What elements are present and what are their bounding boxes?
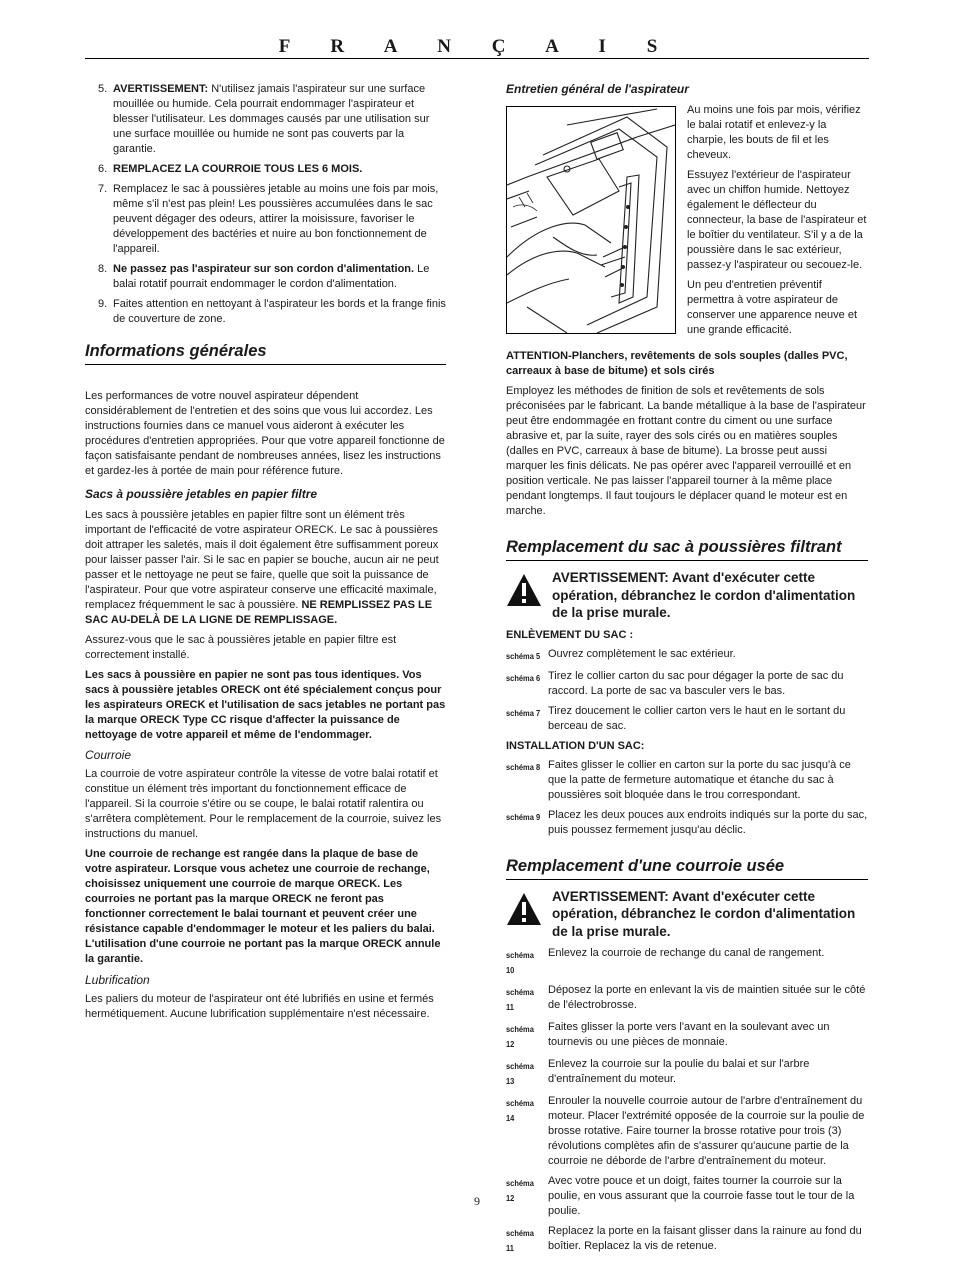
header-rule <box>85 58 869 59</box>
belt-paragraph-2: Une courroie de rechange est rangée dans la plaque de base de votre aspirateur. Lorsque vous achetez une courroie de rechange, choisissez uniquement une courroie de marque ORECK. Les courroies ne portant pas la marque ORECK ne feront pas fonctionner correctement le balai tournant et peuvent créer une résistance capable d'endommager le moteur et les paliers du balai. L'utilisation d'une courroie ne portant pas la marque ORECK annule la garantie. <box>85 848 441 965</box>
bags-paragraph-1: Les sacs à poussière jetables en papier filtre sont un élément très important de l'efficacité de votre aspirateur ORECK. Le sac à poussières doit attraper les saletés, mais il doit également être suffisamment poreux pour laisser passer l'air. Si le sac en papier se bouche, aucun air ne peut passer et le nettoyage ne peut se faire, quelle que soit la puissance de l'aspirateur. Pour que votre aspirateur conserve une efficacité maximale, remplacez fréquemment le sac à poussière. NE REMPLISSEZ PAS LE SAC AU-DELÀ DE LA LIGNE DE REMPLISSAGE. <box>85 509 439 626</box>
list-item: schéma 10 Enlevez la courroie de rechange du canal de rangement. <box>506 947 825 975</box>
info-section-title: Informations générales <box>85 341 446 365</box>
warning-triangle-icon <box>506 892 542 931</box>
install-heading: INSTALLATION D'UN SAC: <box>506 739 645 752</box>
bags-paragraph-2: Assurez-vous que le sac à poussières jetable en papier filtre est correctement installé. <box>85 634 397 661</box>
info-intro: Les performances de votre nouvel aspirateur dépendent considérablement de l'entretien et des soins que vous lui accordez. Les instructions fournies dans ce manuel vous aideront à exécuter les procédures d'entretien appropriées. Pour que votre appareil fonctionne de façon satisfaisante pendant de nombreuses années, lisez les instructions et gardez-les à portée de main pour référence future. <box>85 390 445 477</box>
bags-paragraph-3: Les sacs à poussière en papier ne sont pas tous identiques. Vos sacs à poussière jetables ORECK ont été spécialement conçus pour les aspirateurs ORECK et l'utilisation de sacs jetables ne portant pas la marque ORECK Type CC risque d'affecter la puissance de nettoyage de votre appareil et même de l'endommager. <box>85 669 446 741</box>
list-item: schéma 5 Ouvrez complètement le sac extérieur. <box>506 647 736 661</box>
list-item: schéma 11 Replacez la porte en la faisant glisser dans la rainure au fond du boîtier. Replacez la vis de retenue. <box>506 1225 862 1253</box>
list-item: 7. Remplacez le sac à poussières jetable au moins une fois par mois, même s'il n'est pas plein! Les poussières accumulées dans le sac peuvent dégager des odeurs, attirer la moisissure, favoriser le développement des bactéries et nuire au bon fonctionnement de l'appareil. <box>98 183 439 255</box>
left-column <box>85 82 446 1027</box>
list-item: schéma 12 Faites glisser la porte vers l'avant en la soulevant avec un tournevis ou une pièces de monnaie. <box>506 1021 830 1049</box>
list-item: schéma 8 Faites glisser le collier en carton sur la porte du sac jusqu'à ce que la patte de fermeture automatique et étanche du sac à poussières soit bloquée dans le trou correspondant. <box>506 758 851 801</box>
removal-steps <box>506 647 868 734</box>
page-number: 9 <box>474 1194 480 1208</box>
list-item: 9. Faites attention en nettoyant à l'aspirateur les bords et la frange finis de couverture de zone. <box>98 298 446 325</box>
warning-triangle-icon <box>506 573 542 612</box>
lubrication-paragraph: Les paliers du moteur de l'aspirateur ont été lubrifiés en usine et fermés hermétiquement. Aucune lubrification supplémentaire n'est nécessaire. <box>85 993 434 1020</box>
list-item: schéma 6 Tirez le collier carton du sac pour dégager la porte de sac du raccord. La porte de sac va basculer vers le bas. <box>506 669 844 697</box>
maintenance-heading: Entretien général de l'aspirateur <box>506 82 689 96</box>
warning-text: AVERTISSEMENT: Avant d'exécuter cette opération, débranchez le cordon d'alimentation de la prise murale. <box>552 888 856 939</box>
list-item: schéma 12 Avec votre pouce et un doigt, faites tourner la courroie sur la poulie, en vous assurant que la courroie fasse tout le tour de la poulie. <box>506 1175 855 1217</box>
belt-heading: Courroie <box>85 748 132 762</box>
warning-block <box>506 569 868 622</box>
warning-text: AVERTISSEMENT: Avant d'exécuter cette opération, débranchez le cordon d'alimentation de la prise murale. <box>552 570 856 620</box>
lubrication-heading: Lubrification <box>85 973 150 987</box>
list-item: schéma 13 Enlevez la courroie sur la poulie du balai et sur l'arbre d'entraînement du moteur. <box>506 1058 810 1086</box>
maintenance-text <box>687 103 868 343</box>
belt-paragraph-1: La courroie de votre aspirateur contrôle la vitesse de votre balai rotatif et constitue un élément très important du fonctionnement efficace de l'appareil. Si la courroie s'étire ou se coupe, le balai rotatif ralentira ou s'arrêtera complètement. Pour le remplacement de la courroie, suivez les instructions du manuel. <box>85 768 442 840</box>
list-item: 5. AVERTISSEMENT: N'utilisez jamais l'aspirateur sur une surface mouillée ou humide. Cela pourrait endommager l'aspirateur et blesser l'utilisateur. Les dommages causés par une utilisation sur une surface mouillée ou humide ne sont pas couverts par la garantie. <box>98 83 430 155</box>
safety-list <box>85 82 446 327</box>
maintenance-block <box>506 103 868 343</box>
brushroll-cleaning-illustration <box>506 106 676 334</box>
list-item: schéma 9 Placez les deux pouces aux endroits indiqués sur la porte du sac, puis poussez fermement jusqu'au déclic. <box>506 808 868 836</box>
attention-heading: ATTENTION-Planchers, revêtements de sols souples (dalles PVC, carreaux à base de bitume) et sols cirés <box>506 350 848 377</box>
attention-paragraph: Employez les méthodes de finition de sols et revêtements de sols préconisées par le fabricant. La bande métallique à la base de l'aspirateur peut être endommagée en frottant contre du ciment ou une surface abrasive et, par la suite, rayer des sols cirés ou en matières souples (dalles en PVC, carreaux à base de bitume). La brosse peut aussi marquer les finis délicats. Ne pas opérer avec l'appareil verrouillé et en position verticale. Ne pas laisser l'appareil tourner à la même place pendant longtemps. Il faut toujours le déplacer quand le moteur est en marche. <box>506 385 866 517</box>
list-item: 8. Ne passez pas l'aspirateur sur son cordon d'alimentation. Le balai rotatif pourrait endommager le cordon d'alimentation. <box>98 263 430 290</box>
maintenance-paragraph-2: Essuyez l'extérieur de l'aspirateur avec un chiffon humide. Nettoyez également le déflecteur du connecteur, la base de l'aspirateur et le boîtier du ventilateur. S'il y a de la poussière dans le sac extérieur, passez-y l'aspirateur ou secouez-le. <box>687 169 867 271</box>
list-item: schéma 11 Déposez la porte en enlevant la vis de maintien située sur le côté de l'électrobrosse. <box>506 984 866 1012</box>
list-item: 6. REMPLACEZ LA COURROIE TOUS LES 6 MOIS. <box>98 163 363 175</box>
page-header-title: F R A N Ç A I S <box>278 36 676 57</box>
install-steps <box>506 758 868 838</box>
belt-section-title: Remplacement d'une courroie usée <box>506 856 868 880</box>
bags-heading: Sacs à poussière jetables en papier filtre <box>85 487 318 501</box>
list-item: schéma 7 Tirez doucement le collier carton vers le haut en le sortant du berceau de sac. <box>506 704 846 732</box>
belt-steps <box>506 946 868 1256</box>
bag-section-title: Remplacement du sac à poussières filtrant <box>506 537 868 561</box>
maintenance-paragraph-3: Un peu d'entretien préventif permettra à votre aspirateur de conserver une apparence neuve et une grande efficacité. <box>687 279 858 336</box>
maintenance-paragraph-1: Au moins une fois par mois, vérifiez le balai rotatif et enlevez-y la charpie, les bouts de fil et les cheveux. <box>687 104 861 161</box>
warning-block <box>506 888 868 941</box>
right-column <box>506 82 868 1261</box>
removal-heading: ENLÈVEMENT DU SAC : <box>506 628 634 641</box>
list-item: schéma 14 Enrouler la nouvelle courroie autour de l'arbre d'entraînement du moteur. Placer l'extrémité opposée de la courroie sur la poulie de brosse rotative. Faire tourner la brosse rotative pour trois (3) révolutions complètes afin de s'assurer qu'aucune partie de la courroie ne déborde de l'arbre d'entraînement du moteur. <box>506 1095 865 1167</box>
